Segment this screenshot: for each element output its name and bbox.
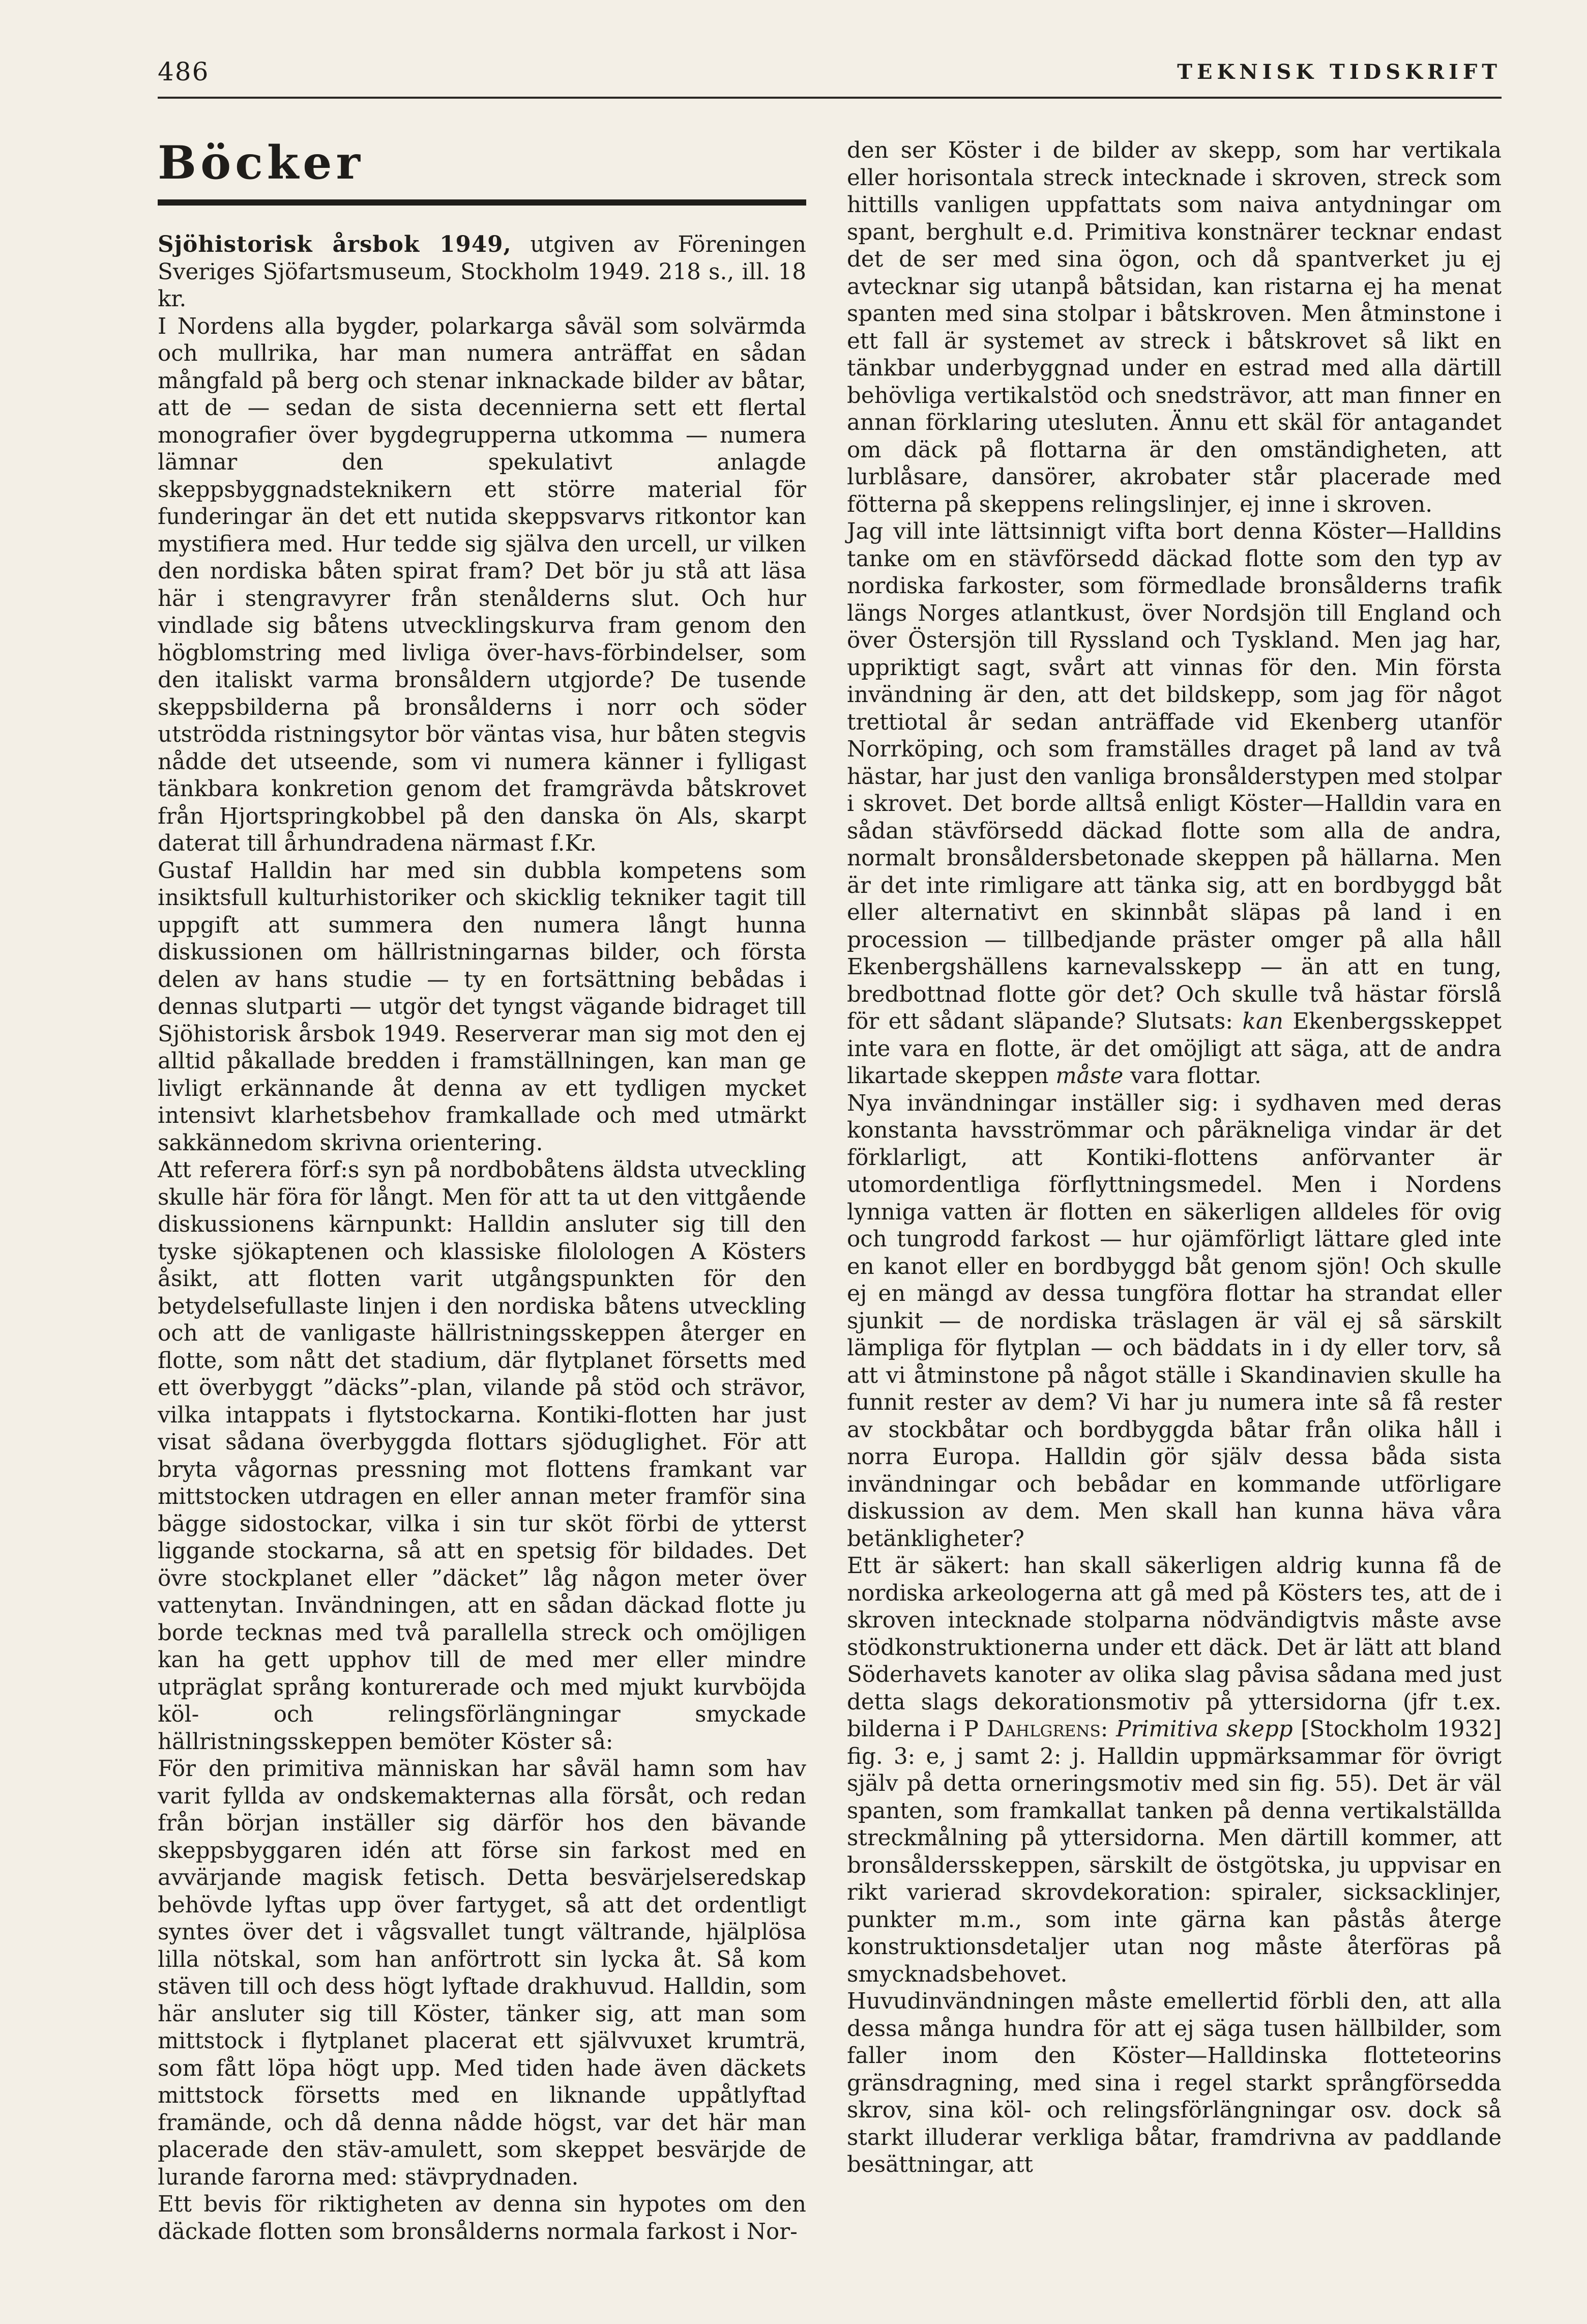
cited-author: Dahlgrens xyxy=(986,1717,1101,1742)
emphasis-kan: kan xyxy=(1242,1009,1283,1034)
paragraph: Att referera förf:s syn på nordbobåtens äldsta utveckling skulle här föra för långt. Men för att ta ut den vittgående diskussionens kärnpunkt: Halldin ansluter sig till den tyske sjökaptenen och klassiske filolologen A Kösters åsikt, att flotten varit utgångspunkten för den betydelsefullaste linjen i den nordiska båtens utveckling och att de vanligaste hällristningsskeppen återger en flotte, som nått det stadium, där flytplanet försetts med ett överbyggt ”däcks”-plan, vilande på stöd och strävor, vilka intappats i flytstockarna. Kontiki-flotten har just visat sådana överbyggda flottars sjöduglighet. För att bryta vågornas pressning mot flottens framkant var mittstocken utdragen en eller annan meter framför sina bägge sidostockar, vilka i sin tur sköt förbi de ytterst liggande stockarna, så att en spetsig för bildades. Det övre stockplanet eller ”däcket” låg någon meter över vattenytan. Invändningen, att en sådan däckad flotte ju borde tecknas med två parallella streck och omöjligen kan ha gett upphov till de med mer eller mindre utpräglat språng konturerade och med mjukt kurvböjda köl- och relingsförlängningar smyckade hällristningsskeppen bemöter Köster så: xyxy=(158,1157,806,1755)
paragraph: Gustaf Halldin har med sin dubbla kompetens som insiktsfull kulturhistoriker och skicklig tekniker tagit till uppgift att summera den numera långt hunna diskussionen om hällristningarnas bilder, och första delen av hans studie — ty en fortsättning bebådas i dennas slutparti — utgör det tyngst vägande bidraget till Sjöhistorisk årsbok 1949. Reserverar man sig mot den ej alltid påkallade bredden i framställningen, kan man ge livligt erkännande åt denna av ett tydligen mycket intensivt klarhetsbehov framkallade och med utmärkt sakkännedom skrivna orientering. xyxy=(158,858,806,1156)
paragraph: För den primitiva människan har såväl hamn som hav varit fyllda av ondskemakternas alla försåt, och redan från början inställer sig därför hos den bävande skeppsbyggaren idén att förse sin farkost med en avvärjande magisk fetisch. Detta besvärjelseredskap behövde lyftas upp över fartyget, så att det ordentligt syntes över det i vågsvallet tungt vältrande, hjälplösa lilla nötskal, som han anförtrott sin lycka åt. Så kom stäven till och dess högt lyftade drakhuvud. Halldin, som här ansluter sig till Köster, tänker sig, att man som mittstock i flytplanet placerat ett självvuxet krumträ, som fått löpa högt upp. Med tiden hade även däckets mittstock försetts med en liknande uppåtlyftad framände, och då denna nådde högst, var det här man placerade den stäv-amulett, som skeppet besvärjde de lurande farorna med: stävprydnaden. xyxy=(158,1756,806,2190)
paragraph xyxy=(847,1553,1502,1988)
header-rule xyxy=(158,97,1502,99)
section-title-rule xyxy=(158,199,806,206)
paragraph xyxy=(847,518,1502,1090)
paragraph: den ser Köster i de bilder av skepp, som har vertikala eller horisontala streck intecknade i skroven, streck som hittills vanligen uppfattats som naiva antydningar om spant, berghult e.d. Primitiva konstnärer tecknar endast det de ser med sina ögon, och då spantverket ju ej avtecknar sig utanpå båtsidan, kan ristarna ej ha menat spanten med sina stolpar i båtskroven. Men åtminstone i ett fall är systemet av streck i båtskrovet så likt en tänkbar underbyggnad under en estrad med alla därtill behövliga vertikalstöd och snedsträvor, att man finner en annan förklaring utesluten. Ännu ett skäl för antagandet om däck på flottarna är den omständigheten, att lurblåsare, dansörer, akrobater står placerade med fötterna på skeppens relingslinjer, ej inne i skroven. xyxy=(847,138,1502,517)
paragraph: I Nordens alla bygder, polarkarga såväl som solvärmda och mullrika, har man numera anträffat en sådan mångfald på berg och stenar inknackade bilder av båtar, att de — sedan de sista decennierna sett ett flertal monografier över bygdegrupperna utkomma — numera lämnar den spekulativt anlagde skeppsbyggnadsteknikern ett större material för funderingar än det ett nutida skeppsvarvs ritkontor kan mystifiera med. Hur tedde sig själva den urcell, ur vilken den nordiska båten spirat fram? Det bör ju stå att läsa här i stengravyrer från stenålderns slut. Och hur vindlade sig båtens utvecklingskurva fram genom den högblomstring med livliga över-havs-förbindelser, som den italiskt varma bronsåldern utgjorde? De tusende skeppsbilderna på bronsålderns i norr och söder utströdda ristningsytor bör väntas visa, hur båten stegvis nådde det utseende, som vi numera känner i fylligast tänkbara konkretion genom det framgrävda båtskrovet från Hjortspringkobbel på den danska ön Als, skarpt daterat till århundradena närmast f.Kr. xyxy=(158,313,806,856)
left-column xyxy=(158,137,806,2246)
book-title: Sjöhistorisk årsbok 1949, xyxy=(158,231,512,257)
section-title: Böcker xyxy=(158,136,364,190)
paragraph-text: Jag vill inte lättsinnigt vifta bort denna Köster—Halldins tanke om en stävförsedd däckad flotte som den typ av nordiska farkoster, som förmedlade bronsålderns trafik längs Norges atlantkust, över Nordsjön till England och över Östersjön till Ryssland och Tyskland. Men jag har, uppriktigt sagt, svårt att vinnas för den. Min första invändning är den, att det bildskepp, som jag för något trettiotal år sedan anträffade vid Ekenberg utanför Norrköping, och som framställes draget på land av två hästar, har just den vanliga bronsålderstypen med stolpar i skrovet. Det borde alltså enligt Köster—Halldin vara en sådan stävförsedd däckad flotte som alla de andra, normalt bronsåldersbetonade skeppen på hällarna. Men är det inte rimligare att tänka sig, att en bordbyggd båt eller alternativt en skinnbåt släpas på land i en procession — tillbedjande präster omger på alla håll Ekenbergshällens karnevalsskepp — än att en tung, bredbottnad flotte gör det? Och skulle två hästar förslå för ett sådant släpande? Slutsats: xyxy=(847,519,1502,1034)
paragraph-text: vara flottar. xyxy=(1123,1063,1261,1089)
paragraph-text: : xyxy=(1100,1717,1116,1742)
book-citation xyxy=(158,231,806,313)
paragraph-text: Ekenbergsskeppet inte vara en flotte, är det omöjligt att säga, att de andra likartade skeppen xyxy=(847,1009,1502,1089)
journal-title: TEKNISK TIDSKRIFT xyxy=(1177,60,1502,84)
right-column xyxy=(847,137,1502,2179)
paragraph-text: Ett är säkert: han skall säkerligen aldrig kunna få de nordiska arkeologerna att gå med på Kösters tes, att de i skroven intecknade stolparna nödvändigtvis måste avse stödkonstruktionerna under ett däck. Det är lätt att bland Söderhavets kanoter av olika slag påvisa sådana med just detta slags dekorationsmotiv på yttersidorna (jfr t.ex. bilderna i P xyxy=(847,1553,1502,1742)
paragraph: Ett bevis för riktigheten av denna sin hypotes om den däckade flotten som bronsålderns normala farkost i Nor- xyxy=(158,2192,806,2245)
paragraph: Nya invändningar inställer sig: i sydhaven med deras konstanta havsströmmar och påräkneliga vindar är det förklarligt, att Kontiki-flottens anförvanter är utomordentliga förflyttningsmedel. Men i Nordens lynniga vatten är flotten en säkerligen alldeles för ovig och tungrodd farkost — hur ojämförligt lättare gled inte en kanot eller en bordbyggd båt genom sjön! Och skulle ej en mängd av dessa tungföra flottar ha strandat eller sjunkit — de nordiska träslagen är väl ej så särskilt lämpliga för flytplan — och bäddats in i dy eller torv, så att vi åtminstone på något ställe i Skandinavien skulle ha funnit rester av dem? Vi har ju numera inte så få rester av stockbåtar och bordbyggda båtar från olika håll i norra Europa. Halldin gör själv dessa båda sista invändningar och bebådar en kommande utförligare diskussion av dem. Men skall han kunna häva våra betänkligheter? xyxy=(847,1090,1502,1552)
citation-details: utgiven av Föreningen Sveriges Sjöfartsmuseum, Stockholm 1949. 218 s., ill. 18 kr. xyxy=(158,232,807,312)
page-number: 486 xyxy=(158,57,210,86)
cited-work-title: Primitiva skepp xyxy=(1116,1717,1293,1742)
paragraph: Huvudinvändningen måste emellertid förbli den, att alla dessa många hundra för att ej säga tusen hällbilder, som faller inom den Köster—Halldinska flotteteorins gränsdragning, med sina i regel starkt språngförsedda skrov, sina köl- och relingsförlängningar osv. dock så starkt illuderar verkliga båtar, framdrivna av paddlande besättningar, att xyxy=(847,1989,1502,2177)
emphasis-maste: måste xyxy=(1055,1063,1124,1089)
paragraph-text: [Stockholm 1932] fig. 3: e, j samt 2: j. Halldin uppmärksammar för övrigt själv på detta orneringsmotiv med sin fig. 55). Det är väl spanten, som framkallat tanken på denna vertikalställda streckmålning på yttersidorna. Men därtill kommer, att bronsåldersskeppen, särskilt de östgötska, ju uppvisar en rikt varierad skrovdekoration: spiraler, sicksacklinjer, punkter m.m., som inte gärna kan påstås återge konstruktionsdetaljer utan nog måste återföras på smycknadsbehovet. xyxy=(847,1717,1502,1987)
